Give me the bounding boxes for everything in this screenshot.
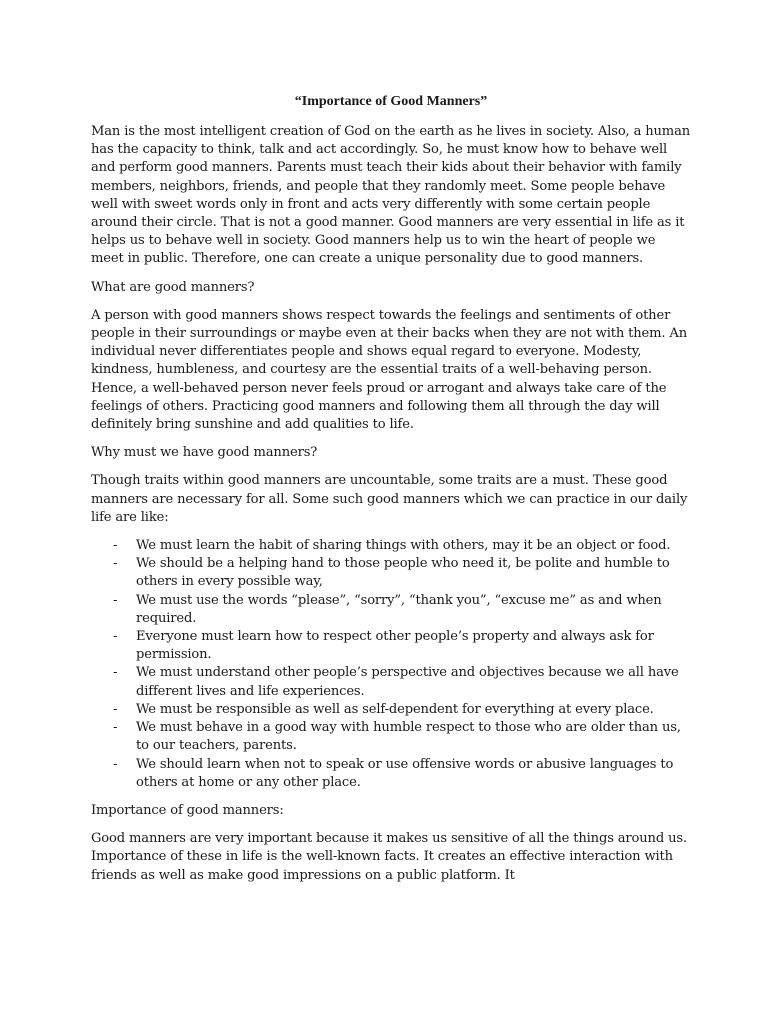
list-item-text: We must understand other people’s perspective and objectives because we all have different lives and life experiences.	[136, 665, 679, 699]
list-item	[91, 592, 691, 628]
list-item-text: We should learn when not to speak or use offensive words or abusive languages to others at home or any other place.	[136, 756, 674, 790]
list-item	[91, 537, 691, 555]
list-item	[91, 555, 691, 591]
document-title: “Importance of Good Manners”	[294, 94, 488, 109]
bullet-dash: -	[113, 629, 118, 645]
list-item-text: We must be responsible as well as self-dependent for everything at every place.	[136, 701, 654, 717]
list-item	[91, 719, 691, 755]
bullet-dash: -	[113, 701, 118, 717]
section-heading-why: Why must we have good manners?	[91, 445, 318, 461]
document-body	[91, 93, 691, 895]
list-item	[91, 664, 691, 700]
list-item-text: We must use the words “please”, “sorry”, “thank you”, “excuse me” as and when required.	[136, 592, 662, 626]
what-paragraph: A person with good manners shows respect towards the feelings and sentiments of other people in their surroundings or maybe even at their backs when they are not with them. An individual never differentiates people and shows equal regard to everyone. Modesty, kindness, humbleness, and courtesy are the essential traits of a well-behaving person. Hence, a well-behaved person never feels proud or arrogant and always take care of the feelings of others. Practicing good manners and following them all through the day will definitely bring sunshine and add qualities to life.	[91, 307, 688, 433]
manners-list	[91, 537, 691, 792]
intro-paragraph: Man is the most intelligent creation of God on the earth as he lives in society. Also, a human has the capacity to think, talk and act accordingly. So, he must know how to behave well and perform good manners. Parents must teach their kids about their behavior with family members, neighbors, friends, and people that they randomly meet. Some people behave well with sweet words only in front and acts very differently with some certain people around their circle. That is not a good manner. Good manners are very essential in life as it helps us to behave well in society. Good manners help us to win the heart of people we meet in public. Therefore, one can create a unique personality due to good manners.	[91, 124, 691, 267]
why-paragraph: Though traits within good manners are uncountable, some traits are a must. These good manners are necessary for all. Some such good manners which we can practice in our daily life are like:	[91, 473, 688, 525]
list-item-text: We should be a helping hand to those people who need it, be polite and humble to others in every possible way,	[136, 556, 670, 590]
bullet-dash: -	[113, 556, 118, 572]
section-heading-importance: Importance of good manners:	[91, 802, 284, 818]
list-item-text: We must learn the habit of sharing things with others, may it be an object or food.	[136, 538, 671, 554]
bullet-dash: -	[113, 756, 118, 772]
section-heading-what: What are good manners?	[91, 279, 255, 295]
list-item	[91, 756, 691, 792]
bullet-dash: -	[113, 592, 118, 608]
bullet-dash: -	[113, 720, 118, 736]
bullet-dash: -	[113, 665, 118, 681]
bullet-dash: -	[113, 538, 118, 554]
importance-paragraph: Good manners are very important because it makes us sensitive of all the things around us. Importance of these in life is the well-known facts. It creates an effective interaction with friends as well as make good impressions on a public platform. It	[91, 831, 687, 883]
list-item	[91, 628, 691, 664]
list-item-text: We must behave in a good way with humble respect to those who are older than us, to our teachers, parents.	[136, 720, 681, 754]
list-item	[91, 701, 691, 719]
list-item-text: Everyone must learn how to respect other people’s property and always ask for permission.	[136, 629, 654, 663]
